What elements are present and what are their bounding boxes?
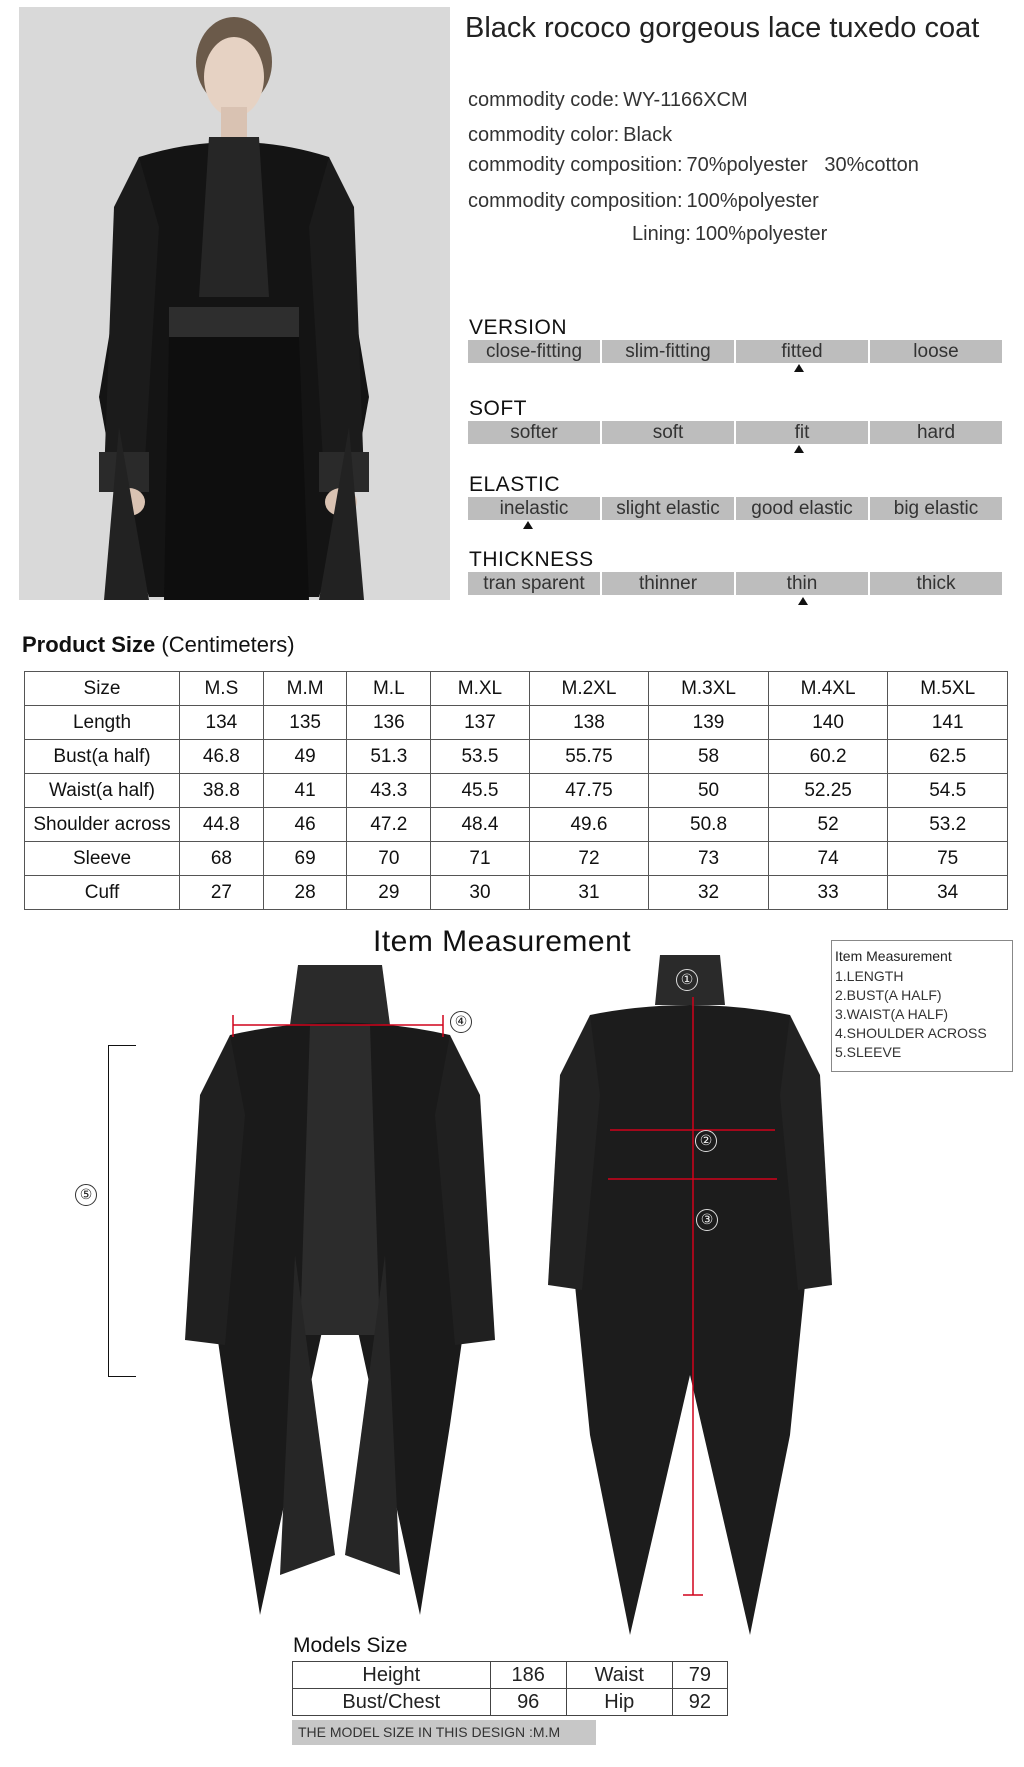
table-cell: 32: [649, 876, 769, 910]
table-cell: Sleeve: [25, 842, 180, 876]
table-cell: 51.3: [347, 740, 431, 774]
table-cell: 52: [768, 808, 888, 842]
table-header: M.5XL: [888, 672, 1008, 706]
scale-option: thick: [870, 572, 1002, 595]
table-cell: 137: [431, 706, 529, 740]
table-cell: Bust(a half): [25, 740, 180, 774]
coat-back-illustration: [540, 955, 860, 1635]
legend-title: Item Measurement: [835, 948, 952, 964]
table-cell: 60.2: [768, 740, 888, 774]
table-row: [25, 842, 1008, 876]
table-cell: 43.3: [347, 774, 431, 808]
legend-item: 1.LENGTH: [835, 968, 904, 984]
table-header: Size: [25, 672, 180, 706]
scale-label-thickness: THICKNESS: [469, 548, 594, 571]
table-cell: 27: [180, 876, 264, 910]
scale-marker-elastic: [523, 521, 533, 529]
scale-option: slim-fitting: [602, 340, 734, 363]
table-cell: 136: [347, 706, 431, 740]
table-cell: 34: [888, 876, 1008, 910]
table-header: M.3XL: [649, 672, 769, 706]
table-cell: 72: [529, 842, 649, 876]
table-cell: 141: [888, 706, 1008, 740]
scale-thickness: [468, 572, 1002, 595]
legend-item: 2.BUST(A HALF): [835, 987, 942, 1003]
spec-color: commodity color: Black: [468, 124, 673, 146]
table-cell: 46: [263, 808, 347, 842]
scale-option: big elastic: [870, 497, 1002, 520]
table-cell: 49.6: [529, 808, 649, 842]
table-cell: 49: [263, 740, 347, 774]
table-cell: 74: [768, 842, 888, 876]
scale-option: hard: [870, 421, 1002, 444]
scale-option: tran sparent: [468, 572, 600, 595]
table-cell: 53.2: [888, 808, 1008, 842]
scale-option: thinner: [602, 572, 734, 595]
table-cell: 47.75: [529, 774, 649, 808]
table-cell: 46.8: [180, 740, 264, 774]
scale-marker-thickness: [798, 597, 808, 605]
table-cell: 68: [180, 842, 264, 876]
models-size-title: Models Size: [293, 1634, 408, 1657]
scale-option: good elastic: [736, 497, 868, 520]
product-title: Black rococo gorgeous lace tuxedo coat: [465, 12, 980, 44]
table-cell: 73: [649, 842, 769, 876]
scale-marker-soft: [794, 445, 804, 453]
scale-elastic: [468, 497, 1002, 520]
table-cell: 69: [263, 842, 347, 876]
scale-version: [468, 340, 1002, 363]
table-cell: 52.25: [768, 774, 888, 808]
table-row: [25, 672, 1008, 706]
table-cell: 28: [263, 876, 347, 910]
measurement-title: Item Measurement: [373, 925, 632, 958]
table-cell: 54.5: [888, 774, 1008, 808]
table-header: M.S: [180, 672, 264, 706]
marker-shoulder: ④: [450, 1011, 472, 1033]
marker-length: ①: [676, 969, 698, 991]
table-cell: 79: [672, 1662, 727, 1689]
scale-option: thin: [736, 572, 868, 595]
scale-option: close-fitting: [468, 340, 600, 363]
table-row: [293, 1662, 728, 1689]
legend-item: 5.SLEEVE: [835, 1044, 902, 1060]
table-cell: 55.75: [529, 740, 649, 774]
table-row: [25, 808, 1008, 842]
scale-soft: [468, 421, 1002, 444]
table-header: M.L: [347, 672, 431, 706]
table-cell: 38.8: [180, 774, 264, 808]
coat-front-illustration: [170, 955, 510, 1615]
table-cell: 30: [431, 876, 529, 910]
scale-label-soft: SOFT: [469, 397, 527, 420]
model-size-note: THE MODEL SIZE IN THIS DESIGN :M.M: [292, 1720, 596, 1745]
table-cell: Waist(a half): [25, 774, 180, 808]
table-cell: 96: [490, 1689, 566, 1716]
scale-option: softer: [468, 421, 600, 444]
table-cell: 29: [347, 876, 431, 910]
scale-label-version: VERSION: [469, 316, 568, 339]
table-cell: Height: [293, 1662, 491, 1689]
table-row: [293, 1689, 728, 1716]
sleeve-bracket: [108, 1045, 136, 1377]
table-cell: 33: [768, 876, 888, 910]
marker-bust: ②: [695, 1130, 717, 1152]
size-table: [24, 671, 1008, 910]
table-cell: 47.2: [347, 808, 431, 842]
table-header: M.4XL: [768, 672, 888, 706]
table-cell: 62.5: [888, 740, 1008, 774]
scale-option: slight elastic: [602, 497, 734, 520]
table-cell: Hip: [566, 1689, 672, 1716]
marker-sleeve: ⑤: [75, 1184, 97, 1206]
scale-option: inelastic: [468, 497, 600, 520]
spec-composition: commodity composition: 70%polyester 30%cotton: [468, 154, 919, 176]
table-row: [25, 740, 1008, 774]
table-cell: 31: [529, 876, 649, 910]
scale-option: fit: [736, 421, 868, 444]
scale-option: soft: [602, 421, 734, 444]
table-cell: 135: [263, 706, 347, 740]
table-cell: 186: [490, 1662, 566, 1689]
table-cell: 75: [888, 842, 1008, 876]
legend-item: 4.SHOULDER ACROSS: [835, 1025, 987, 1041]
spec-composition-2: commodity composition: 100%polyester: [468, 190, 819, 212]
table-cell: 71: [431, 842, 529, 876]
product-photo: [19, 7, 450, 600]
table-cell: 140: [768, 706, 888, 740]
scale-option: loose: [870, 340, 1002, 363]
table-cell: 45.5: [431, 774, 529, 808]
legend-item: 3.WAIST(A HALF): [835, 1006, 949, 1022]
table-cell: 48.4: [431, 808, 529, 842]
table-cell: 139: [649, 706, 769, 740]
scale-label-elastic: ELASTIC: [469, 473, 561, 496]
table-cell: 92: [672, 1689, 727, 1716]
spec-code: commodity code: WY-1166XCM: [468, 89, 748, 111]
table-row: [25, 706, 1008, 740]
table-header: M.2XL: [529, 672, 649, 706]
table-cell: 41: [263, 774, 347, 808]
table-header: M.XL: [431, 672, 529, 706]
scale-option: fitted: [736, 340, 868, 363]
table-cell: 50.8: [649, 808, 769, 842]
table-cell: Shoulder across: [25, 808, 180, 842]
marker-waist: ③: [696, 1209, 718, 1231]
table-row: [25, 876, 1008, 910]
models-size-table: [292, 1661, 728, 1716]
table-cell: 58: [649, 740, 769, 774]
table-cell: Cuff: [25, 876, 180, 910]
table-cell: 50: [649, 774, 769, 808]
table-row: [25, 774, 1008, 808]
table-cell: Waist: [566, 1662, 672, 1689]
scale-marker-version: [794, 364, 804, 372]
table-header: M.M: [263, 672, 347, 706]
size-table-title: Product Size (Centimeters): [22, 632, 295, 657]
table-cell: Length: [25, 706, 180, 740]
table-cell: 53.5: [431, 740, 529, 774]
spec-lining: Lining: 100%polyester: [632, 223, 828, 245]
table-cell: 44.8: [180, 808, 264, 842]
table-cell: 70: [347, 842, 431, 876]
table-cell: 134: [180, 706, 264, 740]
table-cell: Bust/Chest: [293, 1689, 491, 1716]
table-cell: 138: [529, 706, 649, 740]
